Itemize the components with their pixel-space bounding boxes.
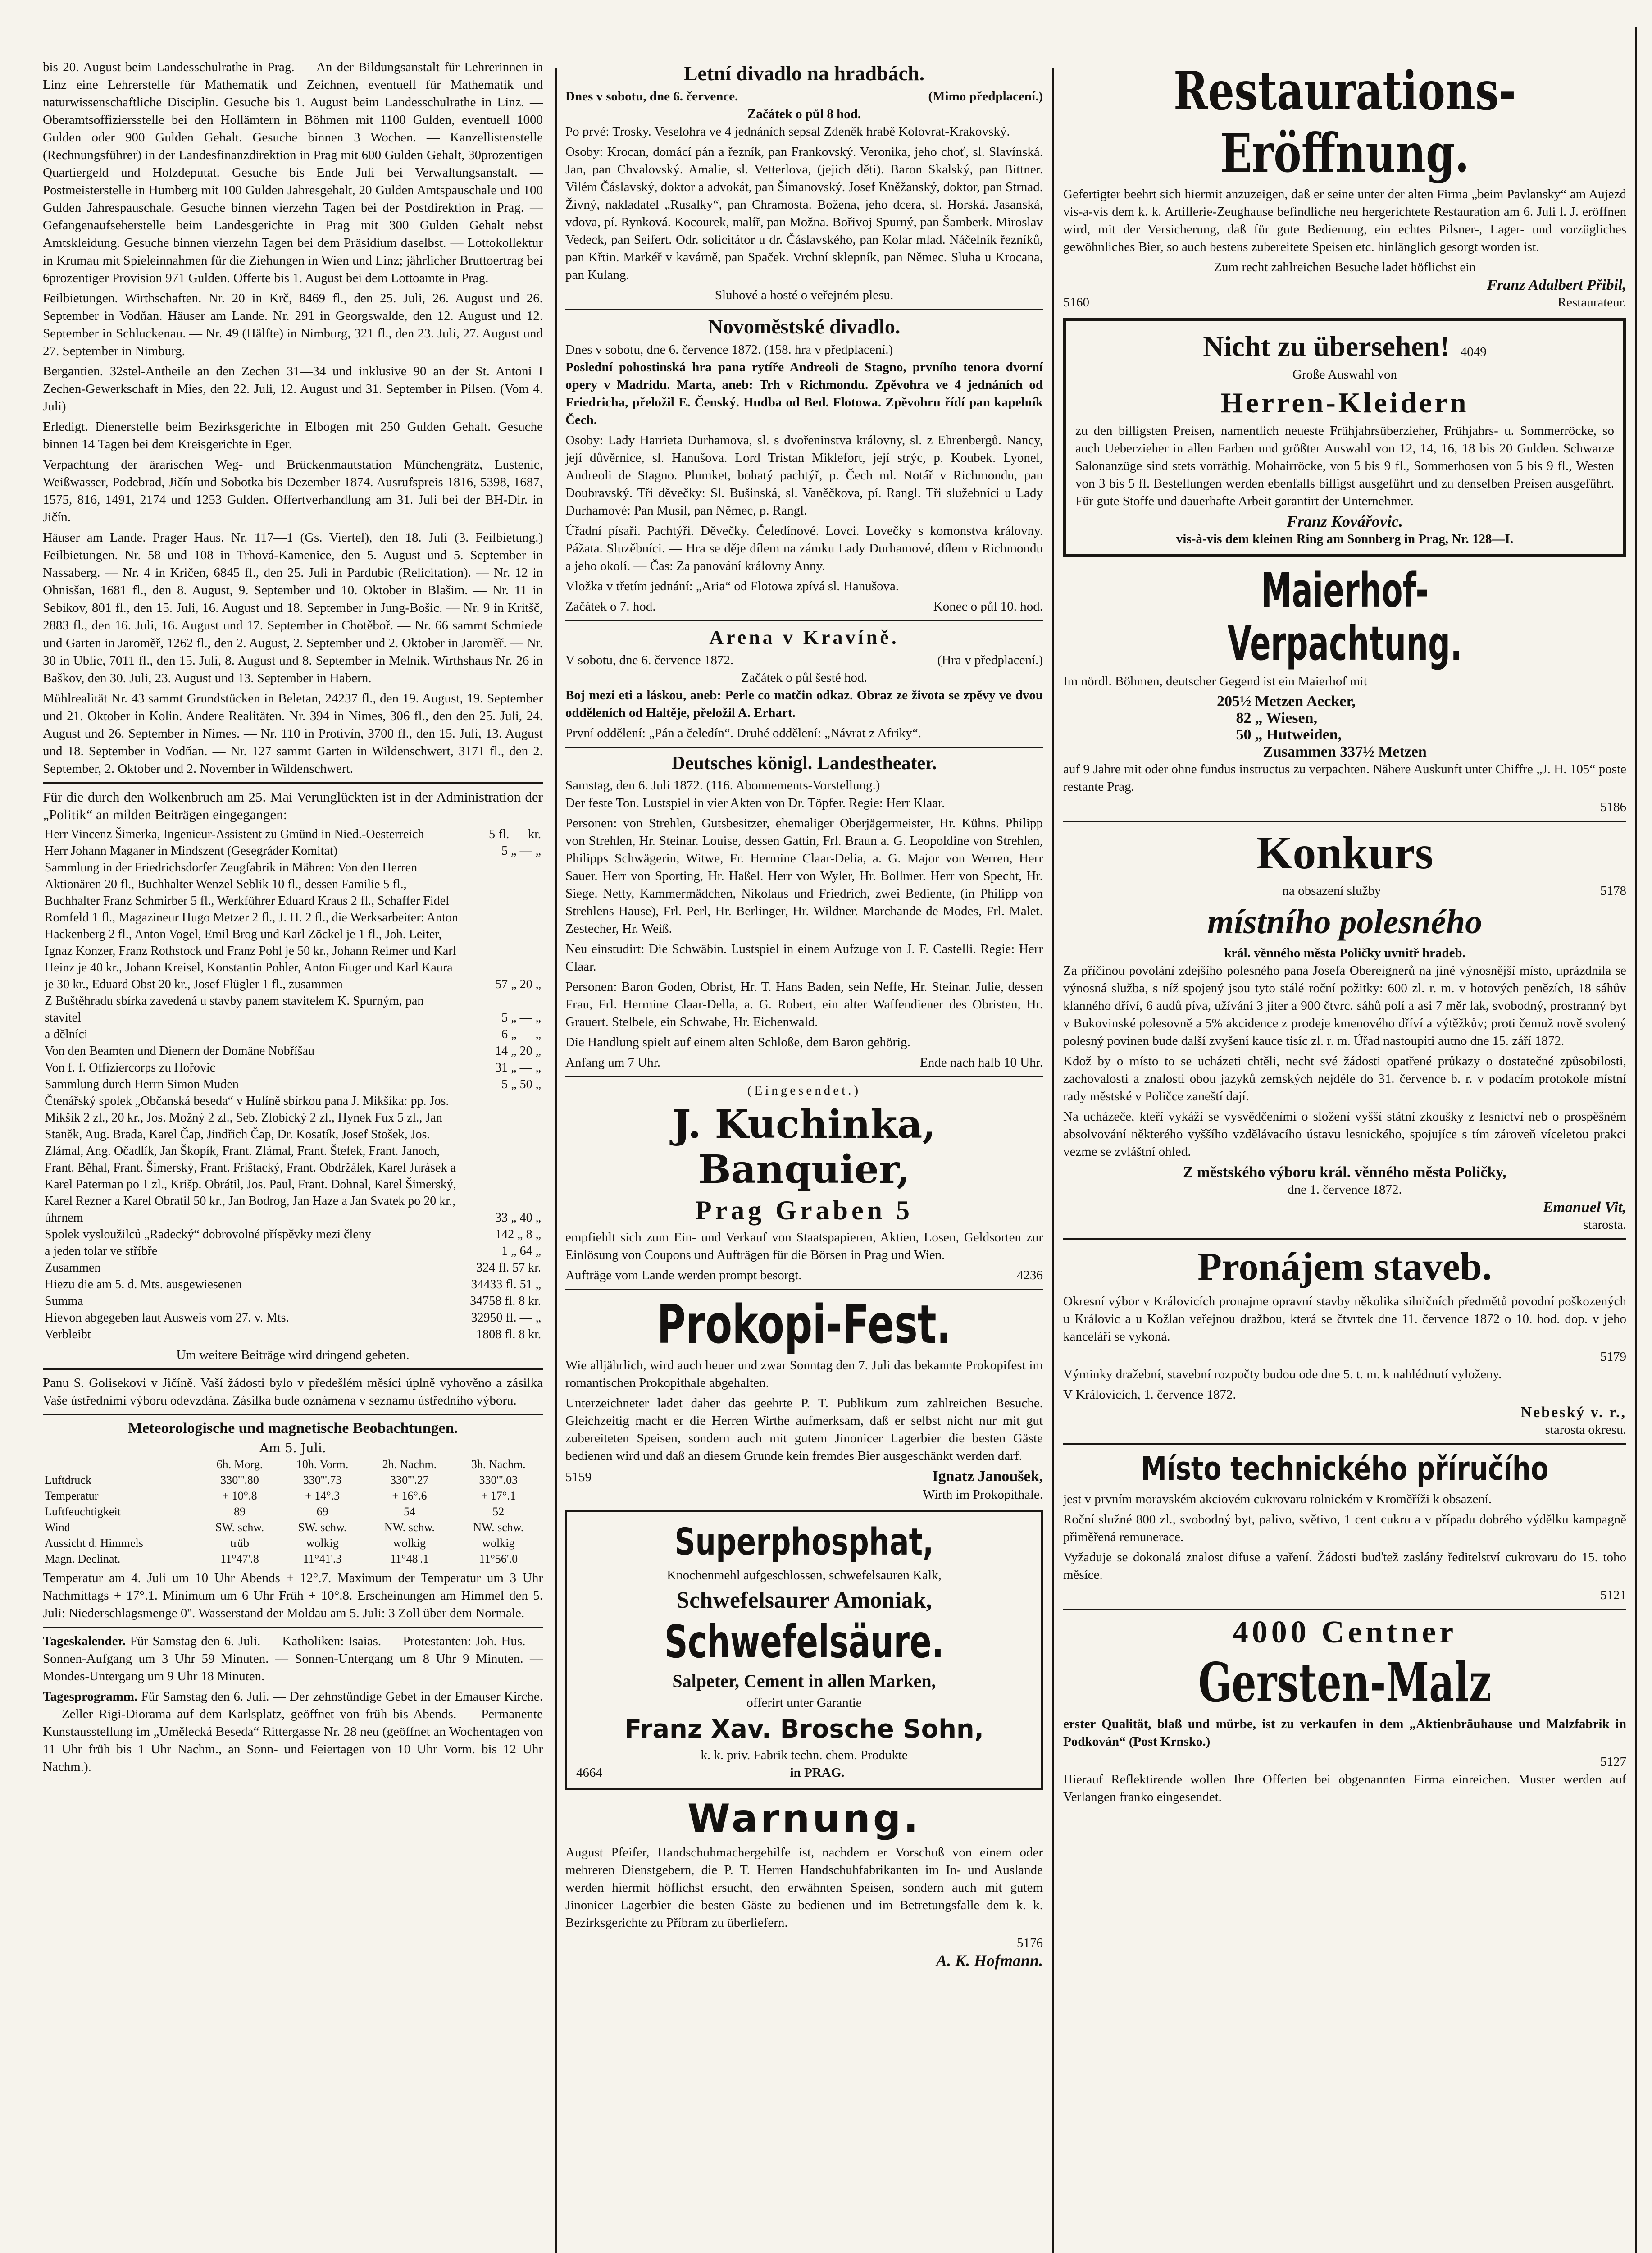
column-theatre	[565, 59, 1043, 2253]
ad-number: 5121	[1600, 1588, 1626, 1602]
donation-row	[43, 1259, 543, 1276]
theatre-date: Dnes v sobotu, dne 6. července 1872. (158. hra v předplacení.)	[565, 342, 893, 357]
meteo-cell: trüb	[230, 1537, 249, 1550]
meteo-title: Meteorologische und magnetische Beobachtungen.	[127, 1420, 458, 1437]
theatre-start: Začátek o půl šesté hod.	[741, 670, 867, 685]
maierhof-quantity: 205½	[1217, 693, 1252, 710]
meteo-cell: Magn. Declinat.	[45, 1552, 121, 1565]
maierhof-unit: Metzen Aecker,	[1255, 693, 1356, 710]
malt-head: 4000 Centner	[1232, 1615, 1457, 1650]
ad-number: 5160	[1063, 295, 1089, 310]
divider	[565, 309, 1043, 310]
donation-row	[43, 1043, 543, 1059]
ad-number: 4049	[1460, 345, 1487, 359]
sent-marker: (Eingesendet.)	[747, 1083, 861, 1098]
meteo-cell: + 17°.1	[481, 1489, 516, 1502]
donation-amount: 1808 fl. 8 kr.	[476, 1327, 541, 1341]
meteo-cell: 330'''.73	[303, 1473, 342, 1487]
ad-number: 4236	[1017, 1268, 1043, 1282]
konkurs-signature-line: Z městského výboru král. věnného města Poličky,	[1183, 1164, 1506, 1181]
meteo-note: Temperatur am 4. Juli um 10 Uhr Abends + 12°.7. Maximum der Temperatur um 3 Uhr Nachmittags + 17°.1. Minimum um 6 Uhr Früh + 10°.8. Erscheinungen am Himmel den 5. Juli: Niederschlagsmenge 0''. Wasserstand der Moldau am 5. Juli: 3 Zoll über dem Normale.	[43, 1571, 543, 1620]
theatre-play: Po prvé: Trosky. Veselohra ve 4 jednáních sepsal Zdeněk hrabě Kolovrat-Krakovský.	[565, 124, 1010, 139]
divider	[1063, 1238, 1626, 1240]
divider	[565, 1289, 1043, 1290]
theatre-end: Ende nach halb 10 Uhr.	[919, 1055, 1043, 1070]
donation-amount: 1 „ 64 „	[501, 1244, 541, 1258]
donation-text: Von den Beamten und Dienern der Domäne Nobříšau	[45, 1044, 314, 1058]
donation-text: Čtenářský spolek „Občanská beseda“ v Hulíně sbírkou pana J. Mikšíka: pp. Jos. Mikšík 2 zl., 20 kr., Jos. Možný 2 zl., Seb. Zlobický 2 zl., Hynek Fux 5 zl., Jan Staněk, Aug. Brada, Karel Čap, Jindřich Čap, Dr. Kosatík, Josef Stošek, Jos. Zlámal, Ang. Očadlík, Jan Škopík, Frant. Zlámal, Frant. Štefek, Frant. Janoch, Frant. Běhal, Frant. Šimerský, Frant. Fríštacký, Frant. Obdržálek, Karel Jurásek a Karel Paterman po 1 zl., Krišp. Obrátil, Jos. Paul, Frant. Dohnal, Karel Šimerský, Karel Rezner a Karel Obratil 50 kr., Jan Bodrog, Jan Haze a Jan Svatek po 20 kr., úhrnem	[45, 1094, 456, 1225]
theatre-cast: Osoby: Lady Harrieta Durhamova, sl. s dvořeninstva královny, sl. z Ehrenbergů. Nancy, její důvěrnice, sl. Hanušova. Lord Tristan Miklefort, její strýc, p. Koubek. Lyonel, Andreoli de Stagno. Plumket, bohatý pachtýř, p. Čech ml. Notář v Richmondu, pan Doubravský. Tři děvečky: Sl. Bušinská, sl. Vaněčkova, pí. Rangl. Tři služebníci u Lady Durhamové: Pan Musil, pan Němec, p. Rangl.	[565, 433, 1043, 518]
meteo-cell: 330'''.03	[479, 1473, 518, 1487]
donations-appeal: Um weitere Beiträge wird dringend gebeten.	[176, 1348, 410, 1362]
ad-number: 4664	[576, 1765, 602, 1780]
meteo-cell: 11°56'.0	[479, 1552, 518, 1565]
maierhof-row	[1148, 726, 1542, 743]
donation-amount: 6 „ — „	[501, 1027, 541, 1041]
superphosphat-ad	[565, 1510, 1043, 1790]
ad-number: 5127	[1600, 1755, 1626, 1769]
restaurant-invite: Zum recht zahlreichen Besuche ladet höflichst ein	[1214, 260, 1476, 274]
maierhof-quantity: 82	[1236, 710, 1252, 726]
lease-signature: Nebeský v. r.,	[1520, 1404, 1626, 1421]
donation-amount: 5 fl. — kr.	[489, 827, 541, 841]
donation-amount: 34758 fl. 8 kr.	[470, 1294, 541, 1308]
donation-text: Sammlung durch Herrn Simon Muden	[45, 1077, 239, 1091]
donation-row	[43, 859, 543, 993]
donation-row	[43, 1076, 543, 1093]
malt-title: Gersten-Malz	[1198, 1651, 1491, 1715]
meteo-table	[43, 1456, 543, 1567]
theatre-title: Novoměstské divadlo.	[708, 315, 901, 338]
konkurs-body: Kdož by o místo to se ucházeti chtěli, necht své žádosti opatřené průkazy o dostatečné způsobilosti, zachovalosti a znalosti obou jazyků zemských nejdéle do 31. července b. r. v podacím protokole místní rady městské v Poličce zaneští dají.	[1063, 1054, 1626, 1104]
donation-amount: 5 „ — „	[501, 844, 541, 858]
column-rule-left	[555, 68, 557, 2253]
konkurs-body: Na ucházeče, kteří vykáží se vysvědčeními o složení vyšší státní zkoušky z lesnictví neb o prospěšném absolvování některého vyššího vzdělávacího ústavu lesnického, spojujíce s tím zároveň víceletou prakci vezme se zvláštní ohled.	[1063, 1109, 1626, 1159]
donations-table	[43, 826, 543, 1343]
clothing-ad	[1063, 318, 1626, 557]
donation-text: Sammlung in der Friedrichsdorfer Zeugfabrik in Mähren: Von den Herren Aktionären 20 fl., Buchhalter Wenzel Seblik 10 fl., dessen Familie 5 fl., Buchhalter Franz Schmirber 5 fl., Werkführer Eduard Kraus 2 fl., Schaffer Fidel Romfeld 1 fl., Magazineur Hugo Metzer 2 fl., J. H. 2 fl., die Werksarbeiter: Anton Hackenberg 2 fl., Anton Vogel, Emil Brog und Karl Zöckel je 1 fl., Joh. Leiter, Ignaz Konzer, Franz Rothstock und Franz Pohl je 50 kr., Johann Reimer und Karl Heinz je 40 kr., Johann Kreisel, Konstantin Pohler, Anton Fiuger und Karl Kaura je 30 kr., Eduard Obst 20 kr., Josef Flügler 1 fl., zusammen	[45, 861, 458, 991]
meteo-date: Am 5. Juli.	[259, 1441, 326, 1455]
programme-text: Für Samstag den 6. Juli. — Der zehnstündige Gebet in der Emauser Kirche. — Zeller Rigi-Diorama auf dem Karlsplatz, geöffnet von früh bis Abends. — Permanente Kunstausstellung im „Umělecká Beseda“ Rittergasse Nr. 28 neu (geöffnet an Wochentagen von 11 Uhr früh bis 1 Uhr Nachm., an Sonn- und Feiertagen von 10 Uhr Vorm. bis 12 Uhr Nachm.).	[43, 1689, 543, 1774]
maierhof-unit: „ Wiesen,	[1255, 710, 1318, 726]
meteo-cell: wolkig	[482, 1537, 515, 1550]
donation-amount: 142 „ 8 „	[495, 1227, 541, 1241]
restaurant-role: Restaurateur.	[1557, 295, 1626, 310]
position-title: Místo technického příručího	[1141, 1450, 1549, 1487]
meteo-cell: + 14°.3	[305, 1489, 340, 1502]
warning-signature: A. K. Hofmann.	[936, 1952, 1043, 1970]
theatre-end: Konec o půl 10. hod.	[933, 599, 1043, 614]
auction-notice: Mühlrealität Nr. 43 sammt Grundstücken in Beletan, 24237 fl., den 19. August, 19. September und 21. Oktober in Kolin. Andere Realitäten. Nr. 394 in Nimes, 306 fl., den den 25. Juli, 24. August und 26. September in Nimes. — Nr. 110 in Protivín, 3700 fl., den 15. Juli, 13. August und 18. September in Vodňan. — Nr. 127 sammt Garten in Wildenschwert, 3171 fl., den 2. September, 2. Oktober und 2. November in Wildenschwert.	[43, 691, 543, 776]
malt-body: erster Qualität, blaß und mürbe, ist zu verkaufen in dem „Aktienbräuhause und Malzfabrik in Podkován“ (Post Krnsko.)	[1063, 1717, 1626, 1749]
meteo-cell: SW. schw.	[215, 1521, 264, 1534]
ad-number: 5159	[565, 1470, 592, 1484]
meteo-cell: NW. schw.	[384, 1521, 435, 1534]
meteo-cell: wolkig	[306, 1537, 339, 1550]
meteo-cell: 11°47'.8	[220, 1552, 259, 1565]
restaurant-signature: Franz Adalbert Přibil,	[1487, 277, 1626, 293]
superphosphat-big: Schwefelsäure.	[664, 1615, 944, 1668]
divider	[43, 1414, 543, 1415]
theatre-cast: Personen: von Strehlen, Gutsbesitzer, ehemaliger Oberjägermeister, Hr. Kühns. Philipp von Strehlen, Hr. Steinar. Louise, dessen Gattin, Frl. Braun a. G. Leopoldine von Strehlen, Philipps Schwägerin, Witwe, Fr. Hermine Claar-Delia, a. G. Major von Werren, Herr Sauer. Herr von Sporting, Hr. Haßel. Herr von Wyler, Hr. Bollmer. Herr von Specht, Hr. Siege. Netty, Kammermädchen, Nikolaus und Friedrich, zwei Bediente, (in Philipp von Strehlens Hause), Frl. Perl, Hr. Berlinger, Hr. Wildner. Marchande de Modes, Frl. Malet. Zestecher, Hr. Weiß.	[565, 816, 1043, 936]
clothing-big: Herren-Kleidern	[1220, 387, 1469, 419]
theatre-play: Poslední pohostinská hra pana rytíře Andreoli de Stagno, prvního tenora dvorní opery v Madridu. Marta, aneb: Trh v Richmondu. Zpěvohra ve 4 jednáních od Friedricha, přeložil E. Čenský. Hudba od Bed. Flotowa. Zpěvohru řídí pan kapelník Čech.	[565, 360, 1043, 427]
donation-text: Z Buštěhradu sbírka zavedená u stavby panem stavitelem K. Spurným, pan stavitel	[45, 994, 424, 1025]
donation-row	[43, 1026, 543, 1043]
donation-row	[43, 1293, 543, 1309]
theatre-date: Dnes v sobotu, dne 6. července.	[565, 89, 738, 104]
theatre-start: Začátek o 7. hod.	[565, 599, 656, 614]
konkurs-line: král. věnného města Poličky uvnitř hradeb.	[1224, 946, 1465, 960]
clothing-signature: Franz Kovářovic.	[1286, 512, 1403, 530]
donation-row	[43, 1059, 543, 1076]
konkurs-big: místního polesného	[1207, 903, 1483, 941]
superphosphat-firm: Franz Xav. Brosche Sohn,	[624, 1715, 984, 1744]
donation-amount: 57 „ 20 „	[495, 977, 541, 991]
divider	[565, 620, 1043, 621]
theatre-date: V sobotu, dne 6. července 1872.	[565, 653, 734, 667]
theatre-extras: Sluhové a hosté o veřejném plesu.	[715, 288, 894, 302]
ad-number: 5178	[1600, 884, 1626, 898]
superphosphat-priv: k. k. priv. Fabrik techn. chem. Produkte	[701, 1748, 908, 1762]
konkurs-sub: na obsazení služby	[1282, 884, 1381, 898]
donation-amount: 14 „ 20 „	[495, 1044, 541, 1058]
maierhof-table	[1148, 693, 1542, 743]
superphosphat-offer: offerirt unter Garantie	[746, 1696, 862, 1710]
donation-row	[43, 826, 543, 843]
superphosphat-city: in PRAG.	[790, 1765, 845, 1780]
ad-number: 5186	[1600, 800, 1626, 814]
meteo-head-cell: 2h. Nachm.	[382, 1458, 437, 1471]
donation-row	[43, 1309, 543, 1326]
donation-amount: 5 „ 50 „	[501, 1077, 541, 1091]
meteo-cell: NW. schw.	[473, 1521, 524, 1534]
column-rule-right	[1052, 68, 1054, 2253]
meteo-cell: 89	[234, 1505, 246, 1518]
maierhof-quantity: 50	[1236, 726, 1252, 743]
meteo-cell: SW. schw.	[298, 1521, 347, 1534]
theatre-date-note: (Hra v předplacení.)	[937, 653, 1043, 667]
donation-text: Spolek vysloužilců „Radecký“ dobrovolné příspěvky mezi členy	[45, 1227, 371, 1241]
divider	[43, 1627, 543, 1628]
konkurs-role: starosta.	[1583, 1218, 1626, 1232]
meteo-cell: wolkig	[393, 1537, 426, 1550]
donation-amount: 34433 fl. 51 „	[471, 1277, 541, 1291]
superphosphat-sub: Knochenmehl aufgeschlossen, schwefelsauren Kalk,	[667, 1568, 942, 1583]
meteo-cell: 330'''.80	[220, 1473, 259, 1487]
meteo-cell: + 16°.6	[392, 1489, 427, 1502]
restaurant-title: Restaurations-	[1174, 59, 1516, 122]
meteo-cell: 330'''.27	[390, 1473, 429, 1487]
theatre-extras: Úřadní písaři. Pachtýři. Děvečky. Čeledínové. Lovci. Lovečky s komonstva královny. Pážata. Sluzěbníci. — Hra se děje dílem na zámku Lady Durhamové, dílem v Richmondu a jeho okolí. — Čas: Za panování královny Anny.	[565, 524, 1043, 573]
donation-text: a dělníci	[45, 1027, 88, 1041]
divider	[1063, 821, 1626, 822]
programme-title: Tagesprogramm.	[43, 1689, 138, 1704]
donation-row	[43, 1276, 543, 1293]
theatre-play: Neu einstudirt: Die Schwäbin. Lustspiel in einem Aufzuge von J. F. Castelli. Regie: Herr Claar.	[565, 942, 1043, 974]
lease-role: starosta okresu.	[1545, 1423, 1626, 1437]
official-notices: bis 20. August beim Landesschulrathe in Prag. — An der Bildungsanstalt für Lehrerinnen in Linz eine Lehrerstelle für Mathematik und Zeichnen, eventuell für Mathematik und naturwissenschaftliche Disciplin. Gesuche bis 1. August beim Landesschulrathe in Linz. — Oberamtsoffiziersstelle bei den Hollämtern in Böhmen mit 1100 Gulden, eventuell 1000 Gulden oder 900 Gulden Gehalt. Gesuche binnen 3 Wochen. — Kanzellistenstelle (Rechnungsführer) in der Landesfinanzdirektion in Prag mit 600 Gulden Gehalt, 30prozentigen Quartiergeld und Holzdeputat. Gesuche bis Ende Juli bei Verwaltungsanstalt. — Postmeisterstelle in Humberg mit 100 Gulden Jahresgehalt, 20 Gulden Amtspauschale und 100 Gulden Jahrespauschale. Gesuche binnen vierzehn Tagen bei der Postdirektion in Prag. — Gefangenaufseherstelle beim Landesgerichte in Prag mit 300 Gulden Gehalt nebst Amtskleidung. Gesuche binnen vierzehn Tagen bei dem Präsidium daselbst. — Lottokollektur in Krumau mit Spieleinnahmen für die Ziehungen in Wien und Linz; jährlicher Bruttoertrag bei 6prozentiger Provision 971 Gulden. Offerte bis 1. August bei dem Lottoamte in Prag.	[43, 60, 543, 285]
theatre-start: Začátek o půl 8 hod.	[747, 107, 861, 121]
superphosphat-line: Schwefelsaurer Amoniak,	[676, 1587, 932, 1613]
theatre-acts: První oddělení: „Pán a čeledín“. Druhé oddělení: „Návrat z Afriky“.	[565, 726, 921, 740]
meteo-cell: 52	[492, 1505, 505, 1518]
auction-notice: Feilbietungen. Wirthschaften. Nr. 20 in Krč, 8469 fl., den 25. Juli, 26. August und 26. September in Vodňan. Häuser am Lande. Nr. 291 in Georgswalde, den 12. August und 12. September in Schluckenau. — Nr. 49 (Hälfte) in Nimburg, 321 fl., den 23. Juli, 27. August und 27. September in Nimburg.	[43, 291, 543, 358]
maierhof-title: Maierhof-Verpachtung.	[1227, 563, 1462, 671]
meteo-row	[43, 1535, 543, 1551]
right-page-edge	[1635, 27, 1637, 2253]
meteo-head-cell: 6h. Morg.	[216, 1458, 263, 1471]
theatre-title: Letní divadlo na hradbách.	[683, 62, 925, 85]
donation-row	[43, 1226, 543, 1243]
meteo-cell: 54	[403, 1505, 415, 1518]
auction-notice: Häuser am Lande. Prager Haus. Nr. 117—1 (Gs. Viertel), den 18. Juli (3. Feilbietung.) Feilbietungen. Nr. 58 und 108 in Trhová-Kamenice, den 5. August und 5. September in Nassaberg. — Nr. 4 in Kričen, 6845 fl., den 25. Juli in Pardubic (Relicitation). — Nr. 12 in Ohnisšan, 1681 fl., den 8. August, 9. September und 10. Oktober in Blašim. — Nr. 11 in Sebikov, 801 fl., den 15. Juli, 16. August und 18. September in Jung-Bošic. — Nr. 9 in Kritšč, 2883 fl., den 16. Juli, 16. August und 17. September in Chotěboř. — Nr. 66 sammt Schmiede und Garten in Jaroměř, 1262 fl., den 2. August, 2. September und 2. Oktober in Jaroměř. — Nr. 30 in Ublic, 7011 fl., den 15. Juli, 8. August und 8. September in Melnik. Wirthshaus Nr. 26 in Baškov, den 30. Juli, 23. August und 13. September in Habern.	[43, 530, 543, 685]
auction-notice: Bergantien. 32stel-Antheile an den Zechen 31—34 und inklusive 90 an der St. Antoni I Zechen-Gewerkschaft in Mies, den 22. Juli, 12. August und 31. September in Pilsen. (Vom 4. Juli)	[43, 364, 543, 414]
prokopi-signature: Ignatz Janoušek,	[932, 1468, 1043, 1485]
theatre-play: Der feste Ton. Lustspiel in vier Akten von Dr. Töpfer. Regie: Herr Klaar.	[565, 796, 945, 810]
meteo-head-cell: 10h. Vorm.	[296, 1458, 349, 1471]
donation-text: Herr Johann Maganer in Mindszent (Gesegráder Komitat)	[45, 844, 338, 858]
column-ads	[1063, 59, 1626, 2253]
lease-body: Výminky dražební, stavební rozpočty budou ode dne 5. t. m. k nahlédnutí vyloženy.	[1063, 1367, 1502, 1382]
editorial-note: Panu S. Golisekovi v Jičíně. Vaší žádosti bylo v předešlém měsíci úplně vyhověno a zásilka Vaše ústředními výboru odevzdána. Zásilka bude oznámena v seznamu ústředního výboru.	[43, 1376, 543, 1408]
meteo-cell: 69	[316, 1505, 328, 1518]
divider	[43, 1368, 543, 1370]
konkurs-date: dne 1. července 1872.	[1288, 1182, 1402, 1197]
donation-text: Zusammen	[45, 1261, 101, 1275]
theatre-title: Deutsches königl. Landestheater.	[671, 753, 937, 774]
donation-text: Hiezu die am 5. d. Mts. ausgewiesenen	[45, 1277, 242, 1291]
superphosphat-title: Superphosphat,	[674, 1521, 934, 1564]
lease-date: V Královicích, 1. července 1872.	[1063, 1387, 1236, 1402]
clothing-body: zu den billigsten Preisen, namentlich neueste Frühjahrsüberzieher, Frühjahrs- u. Sommerröcke, so auch Ueberzieher in allen Farben und größter Auswahl von 12, 14, 16, 18 bis 20 Gulden. Schwarze Salonanzüge sind stets vorräthig. Mohairröcke, von 5 bis 9 fl., Sommerhosen von 5 bis 9 fl., Westen von 3 bis 5 fl. Bestellungen werden ebenfalls billigst ausgeführt und zu denselben Preisen ausgeführt. Für gute Stoffe und dauerhafte Arbeit garantirt der Unternehmer.	[1075, 424, 1614, 508]
meteo-row	[43, 1551, 543, 1567]
kuchinka-body: empfiehlt sich zum Ein- und Verkauf von Staatspapieren, Aktien, Losen, Geldsorten zur Einlösung von Coupons und Aufträgen für die Börsen in Prag und Wien.	[565, 1230, 1043, 1262]
meteo-cell: 11°41'.3	[303, 1552, 342, 1565]
position-body: Vyžaduje se dokonalá znalost difuse a vaření. Žádosti buďtež zaslány ředitelství cukrovaru do 15. toho měsíce.	[1063, 1550, 1626, 1582]
restaurant-title-2: Eröffnung.	[1220, 122, 1470, 184]
meteo-row	[43, 1472, 543, 1488]
superphosphat-cement: Salpeter, Cement in allen Marken,	[672, 1671, 936, 1691]
donations-intro: Für die durch den Wolkenbruch am 25. Mai Verunglückten ist in der Administration der „Politik“ an milden Beiträgen eingegangen:	[43, 789, 543, 822]
theatre-start: Anfang um 7 Uhr.	[565, 1055, 661, 1070]
meteo-cell: Temperatur	[45, 1489, 99, 1502]
theatre-cast: Personen: Baron Goden, Obrist, Hr. T. Hans Baden, sein Neffe, Hr. Steinar. Julie, dessen Frau, Frl. Hermine Claar-Della, a. G. Robert, ein alter Waffendiener des Obristen, Hr. Grauert. Stelbele, ein Schwabe, Hr. Eichenwald.	[565, 980, 1043, 1029]
divider	[565, 747, 1043, 748]
maierhof-row	[1148, 693, 1542, 710]
donation-text: Hievon abgegeben laut Ausweis vom 27. v. Mts.	[45, 1311, 289, 1325]
clothing-address: vis-à-vis dem kleinen Ring am Sonnberg in Prag, Nr. 128—I.	[1176, 532, 1514, 546]
donation-amount: 33 „ 40 „	[495, 1211, 541, 1225]
calendar-title: Tageskalender.	[43, 1634, 126, 1648]
maierhof-body: Im nördl. Böhmen, deutscher Gegend ist ein Maierhof mit	[1063, 674, 1367, 689]
clothing-sub: Große Auswahl von	[1292, 367, 1397, 382]
donation-row	[43, 1243, 543, 1259]
meteo-cell: Luftdruck	[45, 1473, 91, 1487]
meteo-cell: Wind	[45, 1521, 70, 1534]
divider	[1063, 1609, 1626, 1610]
donation-text: a jeden tolar ve stříbře	[45, 1244, 158, 1258]
divider	[565, 1076, 1043, 1077]
prokopi-role: Wirth im Prokopithale.	[922, 1487, 1043, 1502]
kuchinka-name: J. Kuchinka, Banquier,	[672, 1102, 936, 1192]
konkurs-signature: Emanuel Vit,	[1543, 1199, 1626, 1216]
warning-title: Warnung.	[687, 1796, 921, 1841]
theatre-note: Die Handlung spielt auf einem alten Schloße, dem Baron gehörig.	[565, 1035, 910, 1049]
divider	[43, 782, 543, 784]
donation-text: Von f. f. Offiziercorps zu Hořovic	[45, 1061, 216, 1075]
divider	[1063, 1443, 1626, 1445]
donation-amount: 5 „ — „	[501, 1011, 541, 1025]
donation-row	[43, 843, 543, 859]
donation-amount: 31 „ — „	[495, 1061, 541, 1075]
konkurs-body: Za příčinou povolání zdejšího polesného pana Josefa Obereignerů na jiné výnosnější místo, uprázdnila se výnosná služba, s níž spojený jsou tyto stálé roční požitky: 600 zl. r. m. v hotových penězích, 18 sáhův klanného dříví, 6 audů píva, užívání 3 jiter a 900 čtvrc. sáhů polí a asi 7 měr lak, svobodný, prostranný byt v Bukovinské polesovně a 5% akcidence z prodeje kmenového dříví a výtěžkův; proti čemuž nově svolený polesný povinen bude další zvyšení kauce tisíc zl. r. m. Úřad nastoupiti autno dne 15. září 1872.	[1063, 963, 1626, 1048]
kuchinka-address: Prag Graben 5	[695, 1195, 913, 1225]
column-notices	[43, 59, 543, 2253]
maierhof-terms: auf 9 Jahre mit oder ohne fundus instructus zu verpachten. Nähere Auskunft unter Chiffre „J. H. 105“ poste restante Prag.	[1063, 762, 1626, 794]
meteo-row	[43, 1504, 543, 1519]
warning-body: August Pfeifer, Handschuhmachergehilfe ist, nachdem er Vorschuß von einem oder mehreren Dienstgebern, die P. T. Herren Handschuhfabrikanten im In- und Auslande werden hiermit höflichst ersucht, den erwähnten Speisen, sondern auch mit gutem Jinonicer Lagerbier die besten Gäste zu bedienen und im Betretungsfalle dem k. k. Bezirksgerichte zu Příbram zu überliefern.	[565, 1845, 1043, 1930]
meteo-cell: + 10°.8	[222, 1489, 257, 1502]
donation-text: Herr Vincenz Šimerka, Ingenieur-Assistent zu Gmünd in Nied.-Oesterreich	[45, 827, 424, 841]
kuchinka-note: Aufträge vom Lande werden prompt besorgt.	[565, 1268, 802, 1282]
meteo-row	[43, 1488, 543, 1504]
position-body: Roční služné 800 zl., svobodný byt, palivo, světivo, 1 cent cukru a v případu dobrého výdělku kampagně přiměřená remunerace.	[1063, 1512, 1626, 1544]
position-body: jest v prvním moravském akciovém cukrovaru rolnickém v Kroměříži k obsazení.	[1063, 1492, 1492, 1506]
donation-text: Verbleibt	[45, 1327, 91, 1341]
malt-body: Hierauf Reflektirende wollen Ihre Offerten bei obgenannten Firma einreichen. Muster werden auf Verlangen franko eingesendet.	[1063, 1772, 1626, 1804]
donation-text: Summa	[45, 1294, 83, 1308]
lease-notice: Verpachtung der ärarischen Weg- und Brückenmautstation Münchengrätz, Lustenic, Weißwasser, Podebrad, Jičín und Sobotka bis Dezember 1874. Ausrufspreis 1816, 5398, 1687, 1575, 816, 1491, 2174 und 1253 Gulden. Offertverhandlung am 31. Juli bei der BH-Dir. in Jičín.	[43, 457, 543, 524]
vacancy-notice: Erledigt. Dienerstelle beim Bezirksgerichte in Elbogen mit 250 Gulden Gehalt. Gesuche binnen 14 Tagen bei dem Kreisgerichte in Eger.	[43, 420, 543, 452]
ad-number: 5176	[1017, 1936, 1043, 1950]
meteo-head-cell	[43, 1456, 200, 1472]
theatre-play: Boj mezi eti a láskou, aneb: Perle co matčin odkaz. Obraz ze života se zpěvy ve dvou odděleních od Haltěje, přeložil A. Erhart.	[565, 688, 1043, 720]
donation-row	[43, 1093, 543, 1226]
donation-amount: 32950 fl. — „	[471, 1311, 541, 1325]
prokopi-body: Unterzeichneter ladet daher das geehrte P. T. Publikum zum zahlreichen Besuche. Gleichzeitig macht er die Herren Wirthe aufmerksam, daß er selbst nicht nur mit gut zubereiteten Speisen, sondern auch mit gutem Jinonicer Lagerbier die besten Gäste bedienen wird und daß an diesem Grunde kein fremdes Bier ausgeschänkt werden darf.	[565, 1396, 1043, 1463]
maierhof-row	[1148, 710, 1542, 726]
calendar-text: Für Samstag den 6. Juli. — Katholiken: Isaias. — Protestanten: Joh. Hus. — Sonnen-Aufgang um 3 Uhr 59 Minuten. — Sonnen-Untergang um 8 Uhr 9 Minuten. — Mondes-Untergang um 9 Uhr 18 Minuten.	[43, 1634, 543, 1683]
prokopi-title: Prokopi-Fest.	[657, 1293, 951, 1355]
donation-row	[43, 1326, 543, 1343]
konkurs-title: Konkurs	[1256, 827, 1434, 879]
theatre-title: Arena v Kravíně.	[709, 626, 899, 648]
prokopi-announce: Wie alljährlich, wird auch heuer und zwar Sonntag den 7. Juli das bekannte Prokopifest im romantischen Prokopithale abgehalten.	[565, 1358, 1043, 1390]
theatre-date: Samstag, den 6. Juli 1872. (116. Abonnements-Vorstellung.)	[565, 778, 880, 793]
meteo-cell: Luftfeuchtigkeit	[45, 1505, 121, 1518]
theatre-note: Vložka v třetím jednání: „Aria“ od Flotowa zpívá sl. Hanušova.	[565, 579, 899, 593]
meteo-head-cell: 3h. Nachm.	[471, 1458, 526, 1471]
donation-row	[43, 993, 543, 1026]
maierhof-total: Zusammen 337½ Metzen	[1263, 743, 1427, 760]
lease-title: Pronájem staveb.	[1197, 1245, 1492, 1289]
ad-number: 5179	[1600, 1350, 1626, 1364]
meteo-row	[43, 1519, 543, 1535]
donation-amount: 324 fl. 57 kr.	[476, 1261, 541, 1275]
lease-body: Okresní výbor v Královicích pronajme opravní stavby několika silničních předmětů povodní poškozených u Královic a u Kožlan veřejnou dražbou, která se čtvrtek dne 11. července 1872 o 10. hod. dop. v jeho kanceláři se vykoná.	[1063, 1294, 1626, 1344]
theatre-date-note: (Mimo předplacení.)	[928, 89, 1043, 104]
maierhof-unit: „ Hutweiden,	[1255, 726, 1342, 743]
meteo-cell: 11°48'.1	[390, 1552, 429, 1565]
theatre-cast: Osoby: Krocan, domácí pán a řezník, pan Frankovský. Veronika, jeho choť, sl. Slavínská. Jan, pan Chvalovský. Amalie, sl. Vetterlova, (jejich děti). Baron Skalský, pan Bittner. Vilém Čáslavský, doktor a advokát, pan Šimanovský. Josef Kněžanský, doktor, pan Strnad. Živný, nakladatel „Rusalky“, pan Chramosta. Božena, jeho dcera, sl. Horská. Jasanská, vdova, pí. Rynková. Kocourek, malíř, pan Možna. Bořivoj Spurný, pan Šamberk. Miroslav Vedeck, pan Seifert. Odr. solicitátor u dr. Čáslavského, pan Kolar mlad. Náčelník řezníků, pan Křtin. Markéř v kavárně, pan Spaček. Vrchní sklepník, pan Němec. Sluha u Krocana, pan Kulang.	[565, 145, 1043, 282]
meteo-cell: Aussicht d. Himmels	[45, 1537, 143, 1550]
clothing-title: Nicht zu übersehen!	[1203, 330, 1450, 362]
restaurant-body: Gefertigter beehrt sich hiermit anzuzeigen, daß er seine unter der alten Firma „beim Pavlansky“ am Aujezd vis-a-vis dem k. k. Artillerie-Zeughause befindliche neu hergerichtete Restauration am 6. Juli l. J. eröffnen wird, mit der Versicherung, daß für gute Bedienung, ein echtes Pilsner-, Lager- und vorzügliches gewöhnliches Bier, so auch bestens zubereitete Speisen etc. hinlänglich gesorgt worden ist.	[1063, 187, 1626, 254]
